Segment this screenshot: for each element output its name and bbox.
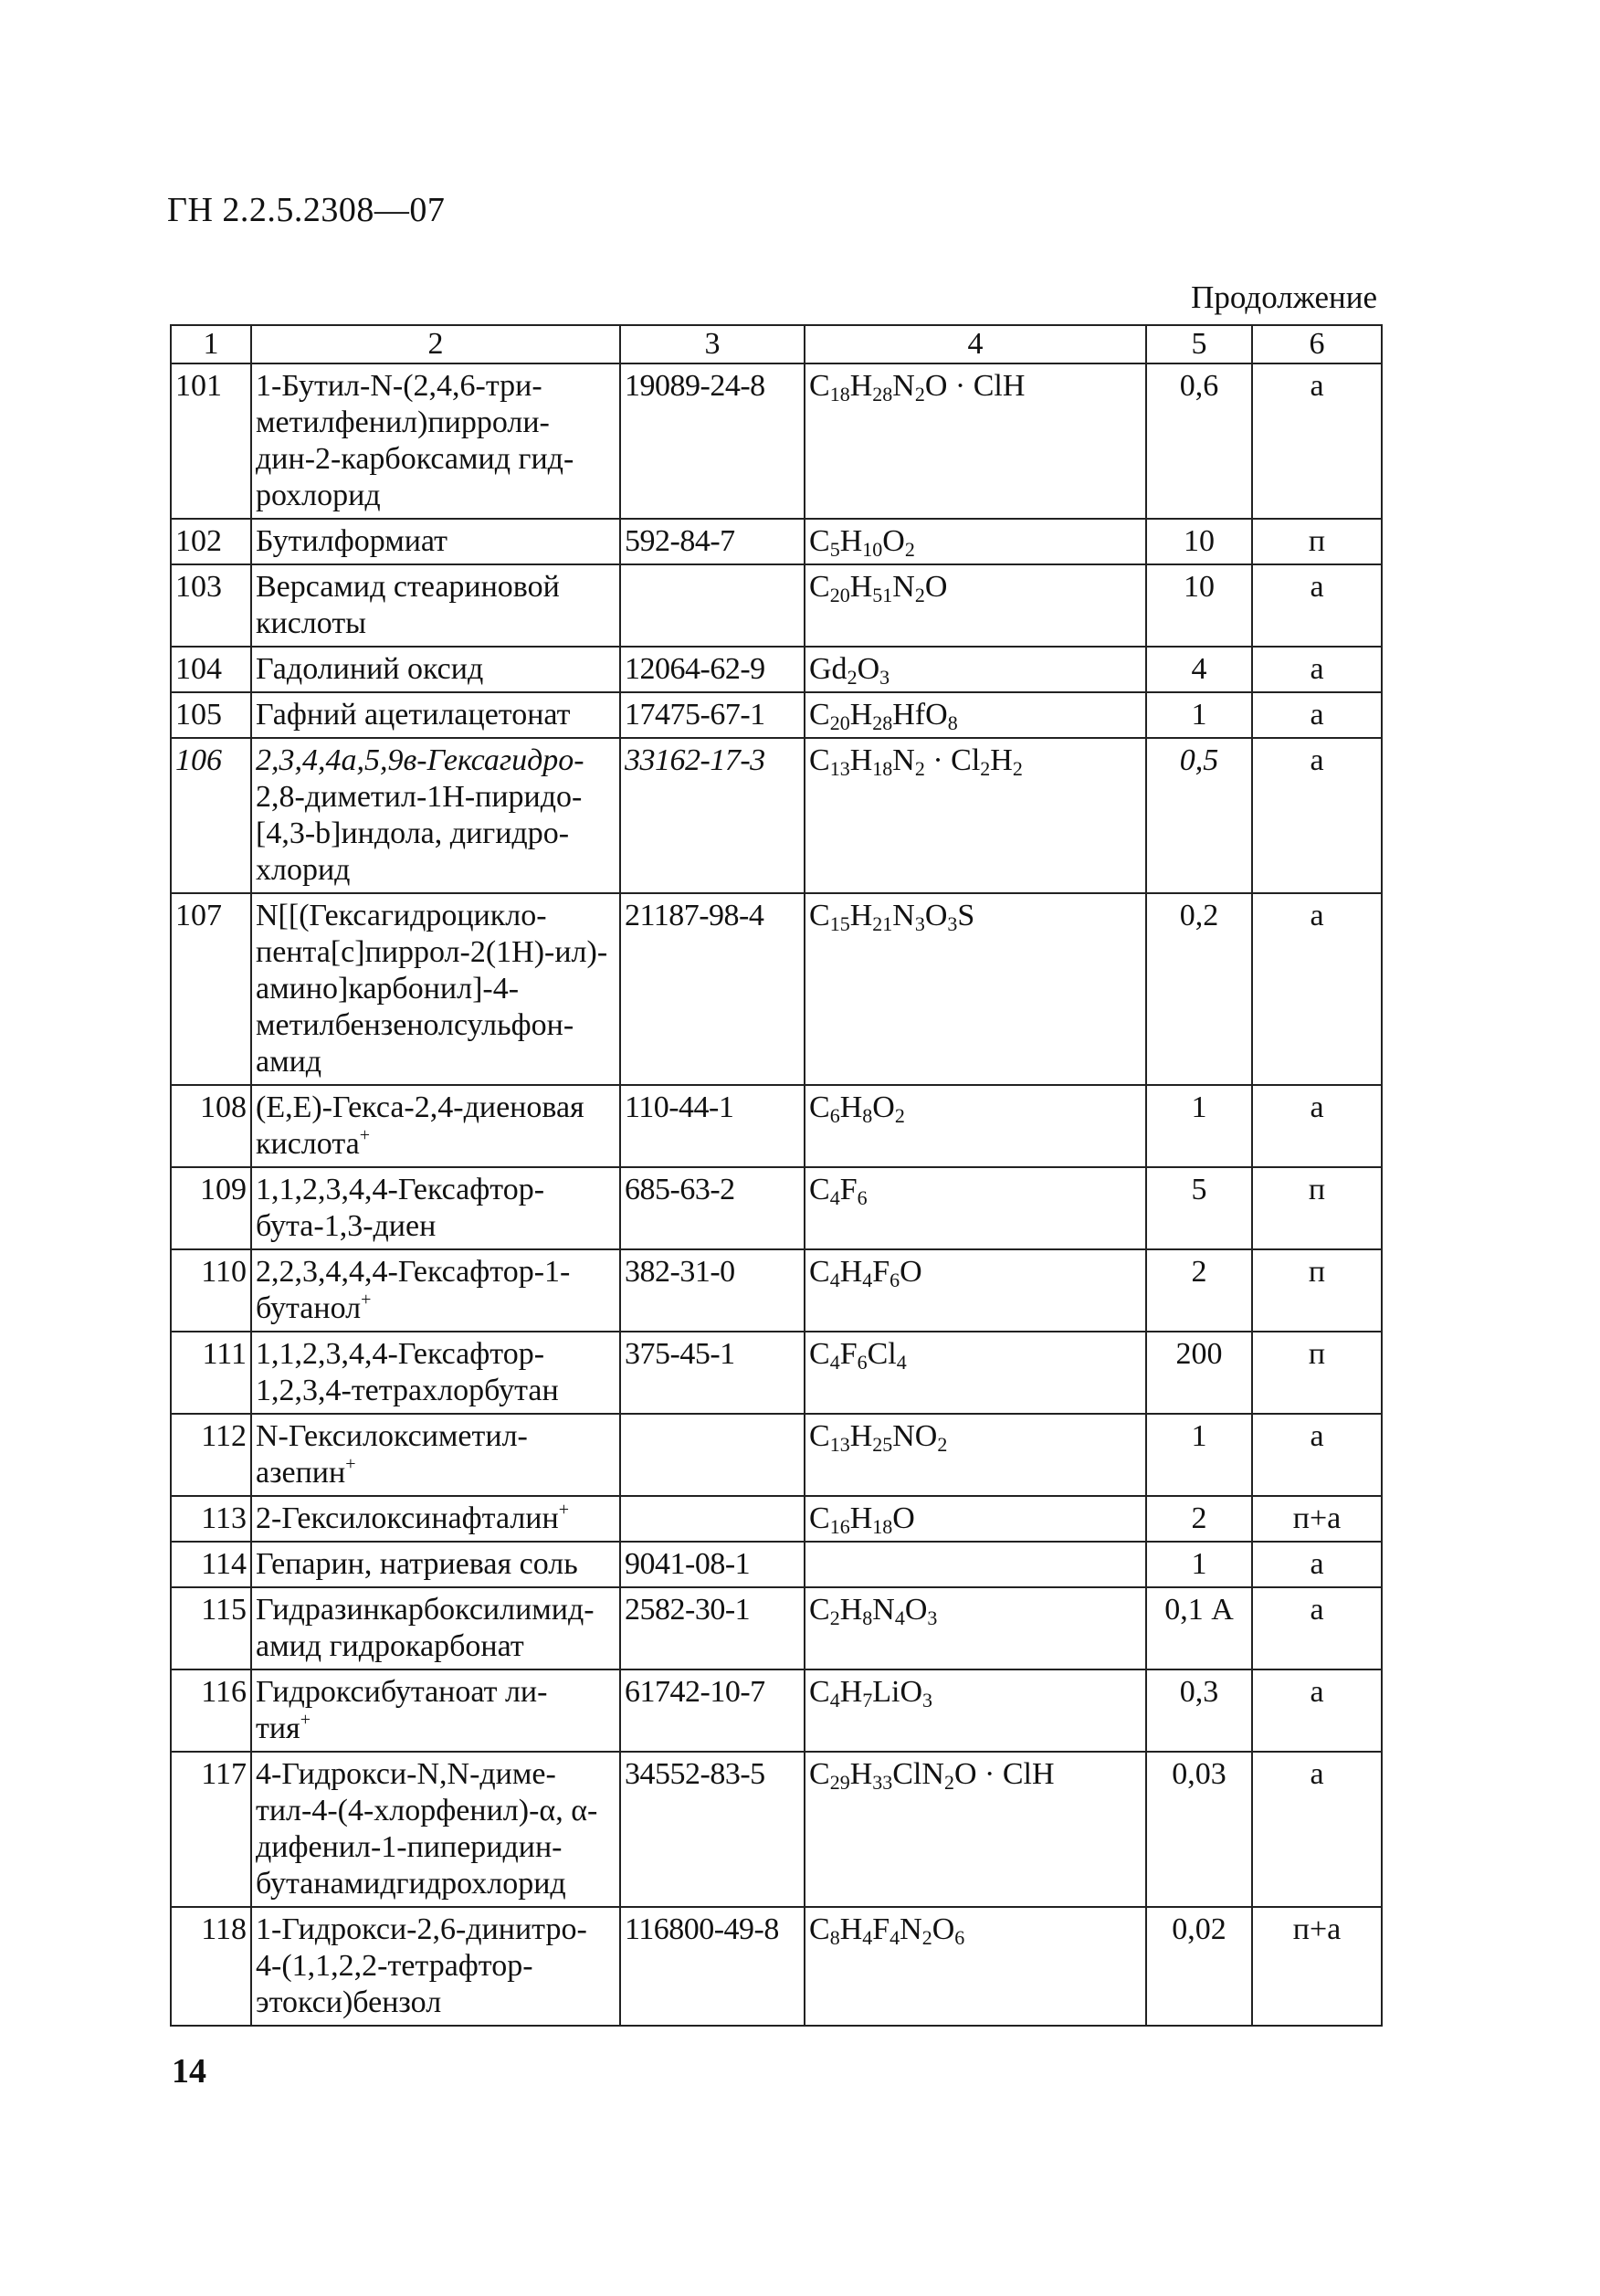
table-row: [171, 692, 1382, 738]
limit-value: 1: [1146, 1542, 1252, 1587]
aggregate-state: п+а: [1252, 1496, 1382, 1542]
formula: $C_2H_8N_4O_3$: [805, 1587, 1146, 1669]
substance-name-line: (Е,Е)-Гекса-2,4-диеновая: [256, 1090, 584, 1124]
substance-name-line: 1-Бутил-N-(2,4,6-три-: [256, 369, 542, 403]
substance-name: [251, 1167, 620, 1249]
aggregate-state: а: [1252, 1085, 1382, 1167]
cas-number: 9041-08-1: [620, 1542, 805, 1587]
aggregate-state: п: [1252, 1249, 1382, 1332]
substance-name-line: дифенил-1-пиперидин-: [256, 1830, 563, 1864]
substance-name: [251, 1542, 620, 1587]
row-number: 116: [171, 1669, 251, 1752]
table-row: [171, 647, 1382, 692]
limit-value: 2: [1146, 1249, 1252, 1332]
formula: $C_{13}H_{18}N_2 \cdot Cl_2H_2$: [805, 738, 1146, 893]
cas-number: [620, 564, 805, 647]
formula: [805, 1542, 1146, 1587]
substance-name: [251, 1332, 620, 1414]
substance-name-line: рохлорид: [256, 479, 381, 512]
row-number: 111: [171, 1332, 251, 1414]
substance-name: [251, 738, 620, 893]
substances-table: [170, 324, 1383, 2027]
table-row: [171, 564, 1382, 647]
table-row: [171, 1249, 1382, 1332]
substance-name: [251, 363, 620, 519]
aggregate-state: а: [1252, 1542, 1382, 1587]
cas-number: 382-31-0: [620, 1249, 805, 1332]
aggregate-state: а: [1252, 1669, 1382, 1752]
substance-name-line: Гидразинкарбоксилимид-: [256, 1593, 595, 1627]
substance-name-line: Бутилформиат: [256, 524, 447, 558]
column-header: 2: [251, 325, 620, 363]
column-header: 4: [805, 325, 1146, 363]
formula: $Gd_2O_3$: [805, 647, 1146, 692]
table-row: [171, 1587, 1382, 1669]
substance-name-line: тия+: [256, 1710, 311, 1745]
substance-name-line: кислота+: [256, 1125, 370, 1161]
aggregate-state: п+а: [1252, 1907, 1382, 2026]
substance-name-line: 1-Гидрокси-2,6-динитро-: [256, 1912, 587, 1946]
row-number: 112: [171, 1414, 251, 1496]
formula: $C_{20}H_{51}N_2O$: [805, 564, 1146, 647]
formula: $C_{16}H_{18}O$: [805, 1496, 1146, 1542]
substance-name-line: бута-1,3-диен: [256, 1209, 437, 1243]
substance-name: [251, 692, 620, 738]
substance-name-line: тил-4-(4-хлорфенил)-α, α-: [256, 1794, 598, 1827]
row-number: 104: [171, 647, 251, 692]
continuation-label: Продолжение: [1191, 279, 1377, 315]
document-code: ГН 2.2.5.2308—07: [167, 191, 446, 229]
cas-number: 116800-49-8: [620, 1907, 805, 2026]
row-number: 109: [171, 1167, 251, 1249]
cas-number: 33162-17-3: [620, 738, 805, 893]
cas-number: 17475-67-1: [620, 692, 805, 738]
cas-number: 110-44-1: [620, 1085, 805, 1167]
substance-name-line: 2,8-диметил-1Н-пиридо-: [256, 780, 583, 814]
substance-name: [251, 647, 620, 692]
column-header: 5: [1146, 325, 1252, 363]
cas-number: 21187-98-4: [620, 893, 805, 1085]
table-row: [171, 1496, 1382, 1542]
row-number: 103: [171, 564, 251, 647]
substance-name-line: 1,2,3,4-тетрахлорбутан: [256, 1374, 559, 1407]
substance-name-line: Гидроксибутаноат ли-: [256, 1675, 548, 1709]
table-row: [171, 1542, 1382, 1587]
substance-name: [251, 519, 620, 564]
substance-name-line: амид гидрокарбонат: [256, 1629, 524, 1663]
aggregate-state: а: [1252, 1414, 1382, 1496]
substance-name-line: 2,2,3,4,4,4-Гексафтор-1-: [256, 1255, 571, 1289]
column-header: 6: [1252, 325, 1382, 363]
limit-value: 10: [1146, 519, 1252, 564]
substance-name-line: 1,1,2,3,4,4-Гексафтор-: [256, 1173, 545, 1206]
formula: $C_4H_4F_6O$: [805, 1249, 1146, 1332]
formula: $C_4F_6$: [805, 1167, 1146, 1249]
substance-name: [251, 1669, 620, 1752]
formula: $C_{15}H_{21}N_3O_3S$: [805, 893, 1146, 1085]
limit-value: 0,1 А: [1146, 1587, 1252, 1669]
substance-name-line: этокси)бензол: [256, 1985, 442, 2019]
substance-name: [251, 1414, 620, 1496]
aggregate-state: а: [1252, 363, 1382, 519]
limit-value: 4: [1146, 647, 1252, 692]
substance-name: [251, 1752, 620, 1907]
limit-value: 0,5: [1146, 738, 1252, 893]
column-header: 1: [171, 325, 251, 363]
substance-name-line: метилфенил)пирроли-: [256, 405, 550, 439]
substance-name: [251, 1496, 620, 1542]
substance-name-line: Версамид стеариновой: [256, 570, 560, 604]
substance-name-line: 4-(1,1,2,2-тетрафтор-: [256, 1949, 533, 1983]
limit-value: 1: [1146, 692, 1252, 738]
cas-number: 685-63-2: [620, 1167, 805, 1249]
substance-name-line: N[[(Гексагидроцикло-: [256, 899, 547, 932]
substance-name: [251, 893, 620, 1085]
substance-name: [251, 1587, 620, 1669]
formula: $C_{13}H_{25}NO_2$: [805, 1414, 1146, 1496]
formula: $C_6H_8O_2$: [805, 1085, 1146, 1167]
substance-name-line: бутанамидгидрохлорид: [256, 1867, 566, 1901]
formula: $C_{20}H_{28}HfO_8$: [805, 692, 1146, 738]
substance-name-line: амино]карбонил]-4-: [256, 972, 520, 1006]
substance-name-line: бутанол+: [256, 1290, 372, 1325]
cas-number: 592-84-7: [620, 519, 805, 564]
aggregate-state: а: [1252, 692, 1382, 738]
limit-value: 0,2: [1146, 893, 1252, 1085]
table-header-row: [171, 325, 1382, 363]
table-row: [171, 893, 1382, 1085]
cas-number: 375-45-1: [620, 1332, 805, 1414]
limit-value: 1: [1146, 1414, 1252, 1496]
row-number: 106: [171, 738, 251, 893]
limit-value: 0,6: [1146, 363, 1252, 519]
limit-value: 0,02: [1146, 1907, 1252, 2026]
limit-value: 0,03: [1146, 1752, 1252, 1907]
substance-name-line: [4,3-b]индола, дигидро-: [256, 816, 570, 850]
table-row: [171, 1907, 1382, 2026]
row-number: 113: [171, 1496, 251, 1542]
substance-name-line: азепин+: [256, 1454, 356, 1490]
substance-name: [251, 1249, 620, 1332]
substance-name-line: Гадолиний оксид: [256, 652, 484, 686]
substance-name-line: Гафний ацетилацетонат: [256, 698, 571, 732]
row-number: 118: [171, 1907, 251, 2026]
substance-name-line: метилбензенолсульфон-: [256, 1008, 574, 1042]
formula: $C_5H_{10}O_2$: [805, 519, 1146, 564]
row-number: 102: [171, 519, 251, 564]
cas-number: 61742-10-7: [620, 1669, 805, 1752]
cas-number: [620, 1496, 805, 1542]
limit-value: 10: [1146, 564, 1252, 647]
aggregate-state: п: [1252, 1332, 1382, 1414]
substance-name-line: 2-Гексилоксинафталин+: [256, 1500, 569, 1535]
cas-number: [620, 1414, 805, 1496]
substance-name-line: хлорид: [256, 853, 351, 887]
table-row: [171, 1332, 1382, 1414]
substance-name: [251, 1085, 620, 1167]
row-number: 107: [171, 893, 251, 1085]
substance-name-line: 1,1,2,3,4,4-Гексафтор-: [256, 1337, 545, 1371]
formula: $C_8H_4F_4N_2O_6$: [805, 1907, 1146, 2026]
table-row: [171, 1085, 1382, 1167]
aggregate-state: а: [1252, 1752, 1382, 1907]
limit-value: 0,3: [1146, 1669, 1252, 1752]
cas-number: 19089-24-8: [620, 363, 805, 519]
cas-number: 2582-30-1: [620, 1587, 805, 1669]
row-number: 101: [171, 363, 251, 519]
aggregate-state: п: [1252, 519, 1382, 564]
column-header: 3: [620, 325, 805, 363]
aggregate-state: а: [1252, 738, 1382, 893]
formula: $C_{18}H_{28}N_2O$ · ClH: [805, 363, 1146, 519]
substance-name-line: пента[с]пиррол-2(1Н)-ил)-: [256, 935, 608, 969]
table-row: [171, 1669, 1382, 1752]
table-row: [171, 519, 1382, 564]
table-row: [171, 363, 1382, 519]
aggregate-state: а: [1252, 1587, 1382, 1669]
cas-number: 12064-62-9: [620, 647, 805, 692]
row-number: 110: [171, 1249, 251, 1332]
formula: $C_4H_7LiO_3$: [805, 1669, 1146, 1752]
substance-name-line: амид: [256, 1045, 322, 1079]
formula: $C_4F_6Cl_4$: [805, 1332, 1146, 1414]
limit-value: 5: [1146, 1167, 1252, 1249]
substance-name-line: 2,3,4,4а,5,9в-Гексагидро-: [256, 743, 584, 777]
table-row: [171, 1167, 1382, 1249]
aggregate-state: а: [1252, 893, 1382, 1085]
row-number: 117: [171, 1752, 251, 1907]
row-number: 114: [171, 1542, 251, 1587]
formula: $C_{29}H_{33}ClN_2O$ · ClH: [805, 1752, 1146, 1907]
cas-number: 34552-83-5: [620, 1752, 805, 1907]
table-row: [171, 1414, 1382, 1496]
limit-value: 1: [1146, 1085, 1252, 1167]
substance-name-line: кислоты: [256, 606, 367, 640]
page-number: 14: [172, 2052, 206, 2091]
limit-value: 2: [1146, 1496, 1252, 1542]
aggregate-state: п: [1252, 1167, 1382, 1249]
aggregate-state: а: [1252, 647, 1382, 692]
limit-value: 200: [1146, 1332, 1252, 1414]
substance-name-line: N-Гексилоксиметил-: [256, 1419, 528, 1453]
table-row: [171, 738, 1382, 893]
row-number: 108: [171, 1085, 251, 1167]
aggregate-state: а: [1252, 564, 1382, 647]
row-number: 105: [171, 692, 251, 738]
substance-name: [251, 1907, 620, 2026]
substance-name-line: Гепарин, натриевая соль: [256, 1547, 578, 1581]
substance-name-line: 4-Гидрокси-N,N-диме-: [256, 1757, 556, 1791]
row-number: 115: [171, 1587, 251, 1669]
substance-name: [251, 564, 620, 647]
table-row: [171, 1752, 1382, 1907]
substance-name-line: дин-2-карбоксамид гид-: [256, 442, 574, 476]
